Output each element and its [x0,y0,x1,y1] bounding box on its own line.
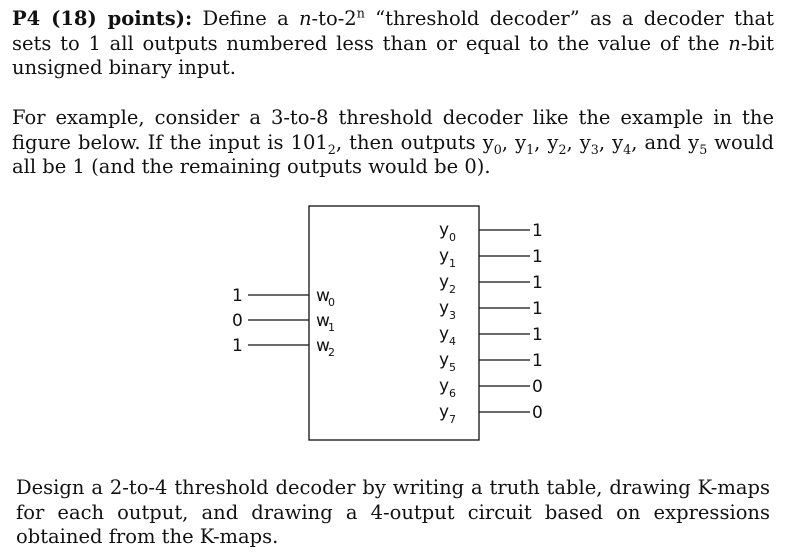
text-span: For example, consider a 3-to-8 threshold decoder like the example in the figure below. If the input is 101 [12,106,774,154]
output-value: 1 [532,299,543,319]
output-value: 0 [532,403,543,423]
text-span: , then outputs y [335,130,494,154]
decoder-inputs [232,286,335,359]
output-port-index: 2 [449,283,456,296]
input-value: 1 [232,286,243,306]
output-port-label: y [439,324,450,344]
output-port-index: 3 [449,309,456,322]
input-value: 0 [232,311,243,331]
subscript: 2 [327,141,336,157]
math-var: n [298,7,312,30]
problem-header: P4 (18) points): [12,7,193,30]
output-value: 1 [532,325,543,345]
text-span: Design a 2-to-4 threshold decoder by writing a truth table, drawing K-maps for each output, and drawing a 4-output circuit based on expressions obtained from the K-maps. [16,476,770,548]
subscript: 4 [623,141,632,157]
output-port-label: y [439,402,450,422]
output-port-index: 0 [449,231,456,244]
text-span: -to-2 [311,7,357,30]
output-port-index: 5 [449,361,456,374]
output-port-index: 4 [449,335,456,348]
output-port-index: 7 [449,413,456,426]
text-span: , and y [631,130,700,154]
superscript: n [356,5,365,21]
input-port-index: 2 [328,346,335,359]
input-value: 1 [232,336,243,356]
example-paragraph: For example, consider a 3-to-8 threshold decoder like the example in the figure below. If the input is $101_2$, then outputs $y_0$, $y_1$, $y_2$, $y_3$, $y_4$, and $y_5$ would all be 1 (and the remaining outputs would be 0). [12,106,775,178]
output-port-label: y [439,298,450,318]
output-port-label: y [439,220,450,240]
output-port-index: 1 [449,257,456,270]
output-value: 1 [532,247,543,267]
input-port-label: w [316,336,330,356]
problem-statement [12,7,774,81]
text-span: would all be 1 (and the remaining outputs would be 0). [12,130,775,178]
output-port-label: y [439,246,450,266]
subscript: 2 [558,141,567,157]
input-port-index: 0 [328,296,335,309]
text-span: “threshold decoder” as a decoder that sets to 1 all outputs numbered less than or equal to the value of the [12,7,774,55]
design-task [16,476,770,550]
input-port-label: w [316,311,330,331]
output-port-index: 6 [449,387,456,400]
threshold-decoder-diagram [220,196,560,446]
output-value: 0 [532,377,543,397]
math-var: n [728,31,741,55]
text-span: Define a [192,7,299,30]
input-port-index: 1 [328,321,335,334]
output-value: 1 [532,273,543,293]
output-port-label: y [439,350,450,370]
input-port-label: w [316,286,330,306]
output-value: 1 [532,221,543,241]
decoder-outputs [439,220,543,426]
subscript: 0 [493,141,502,157]
subscript: 1 [526,141,535,157]
subscript: 5 [699,141,708,157]
text-span: -bit unsigned binary input. [12,31,774,79]
output-value: 1 [532,351,543,371]
output-port-label: y [439,272,450,292]
subscript: 3 [590,141,599,157]
output-port-label: y [439,376,450,396]
